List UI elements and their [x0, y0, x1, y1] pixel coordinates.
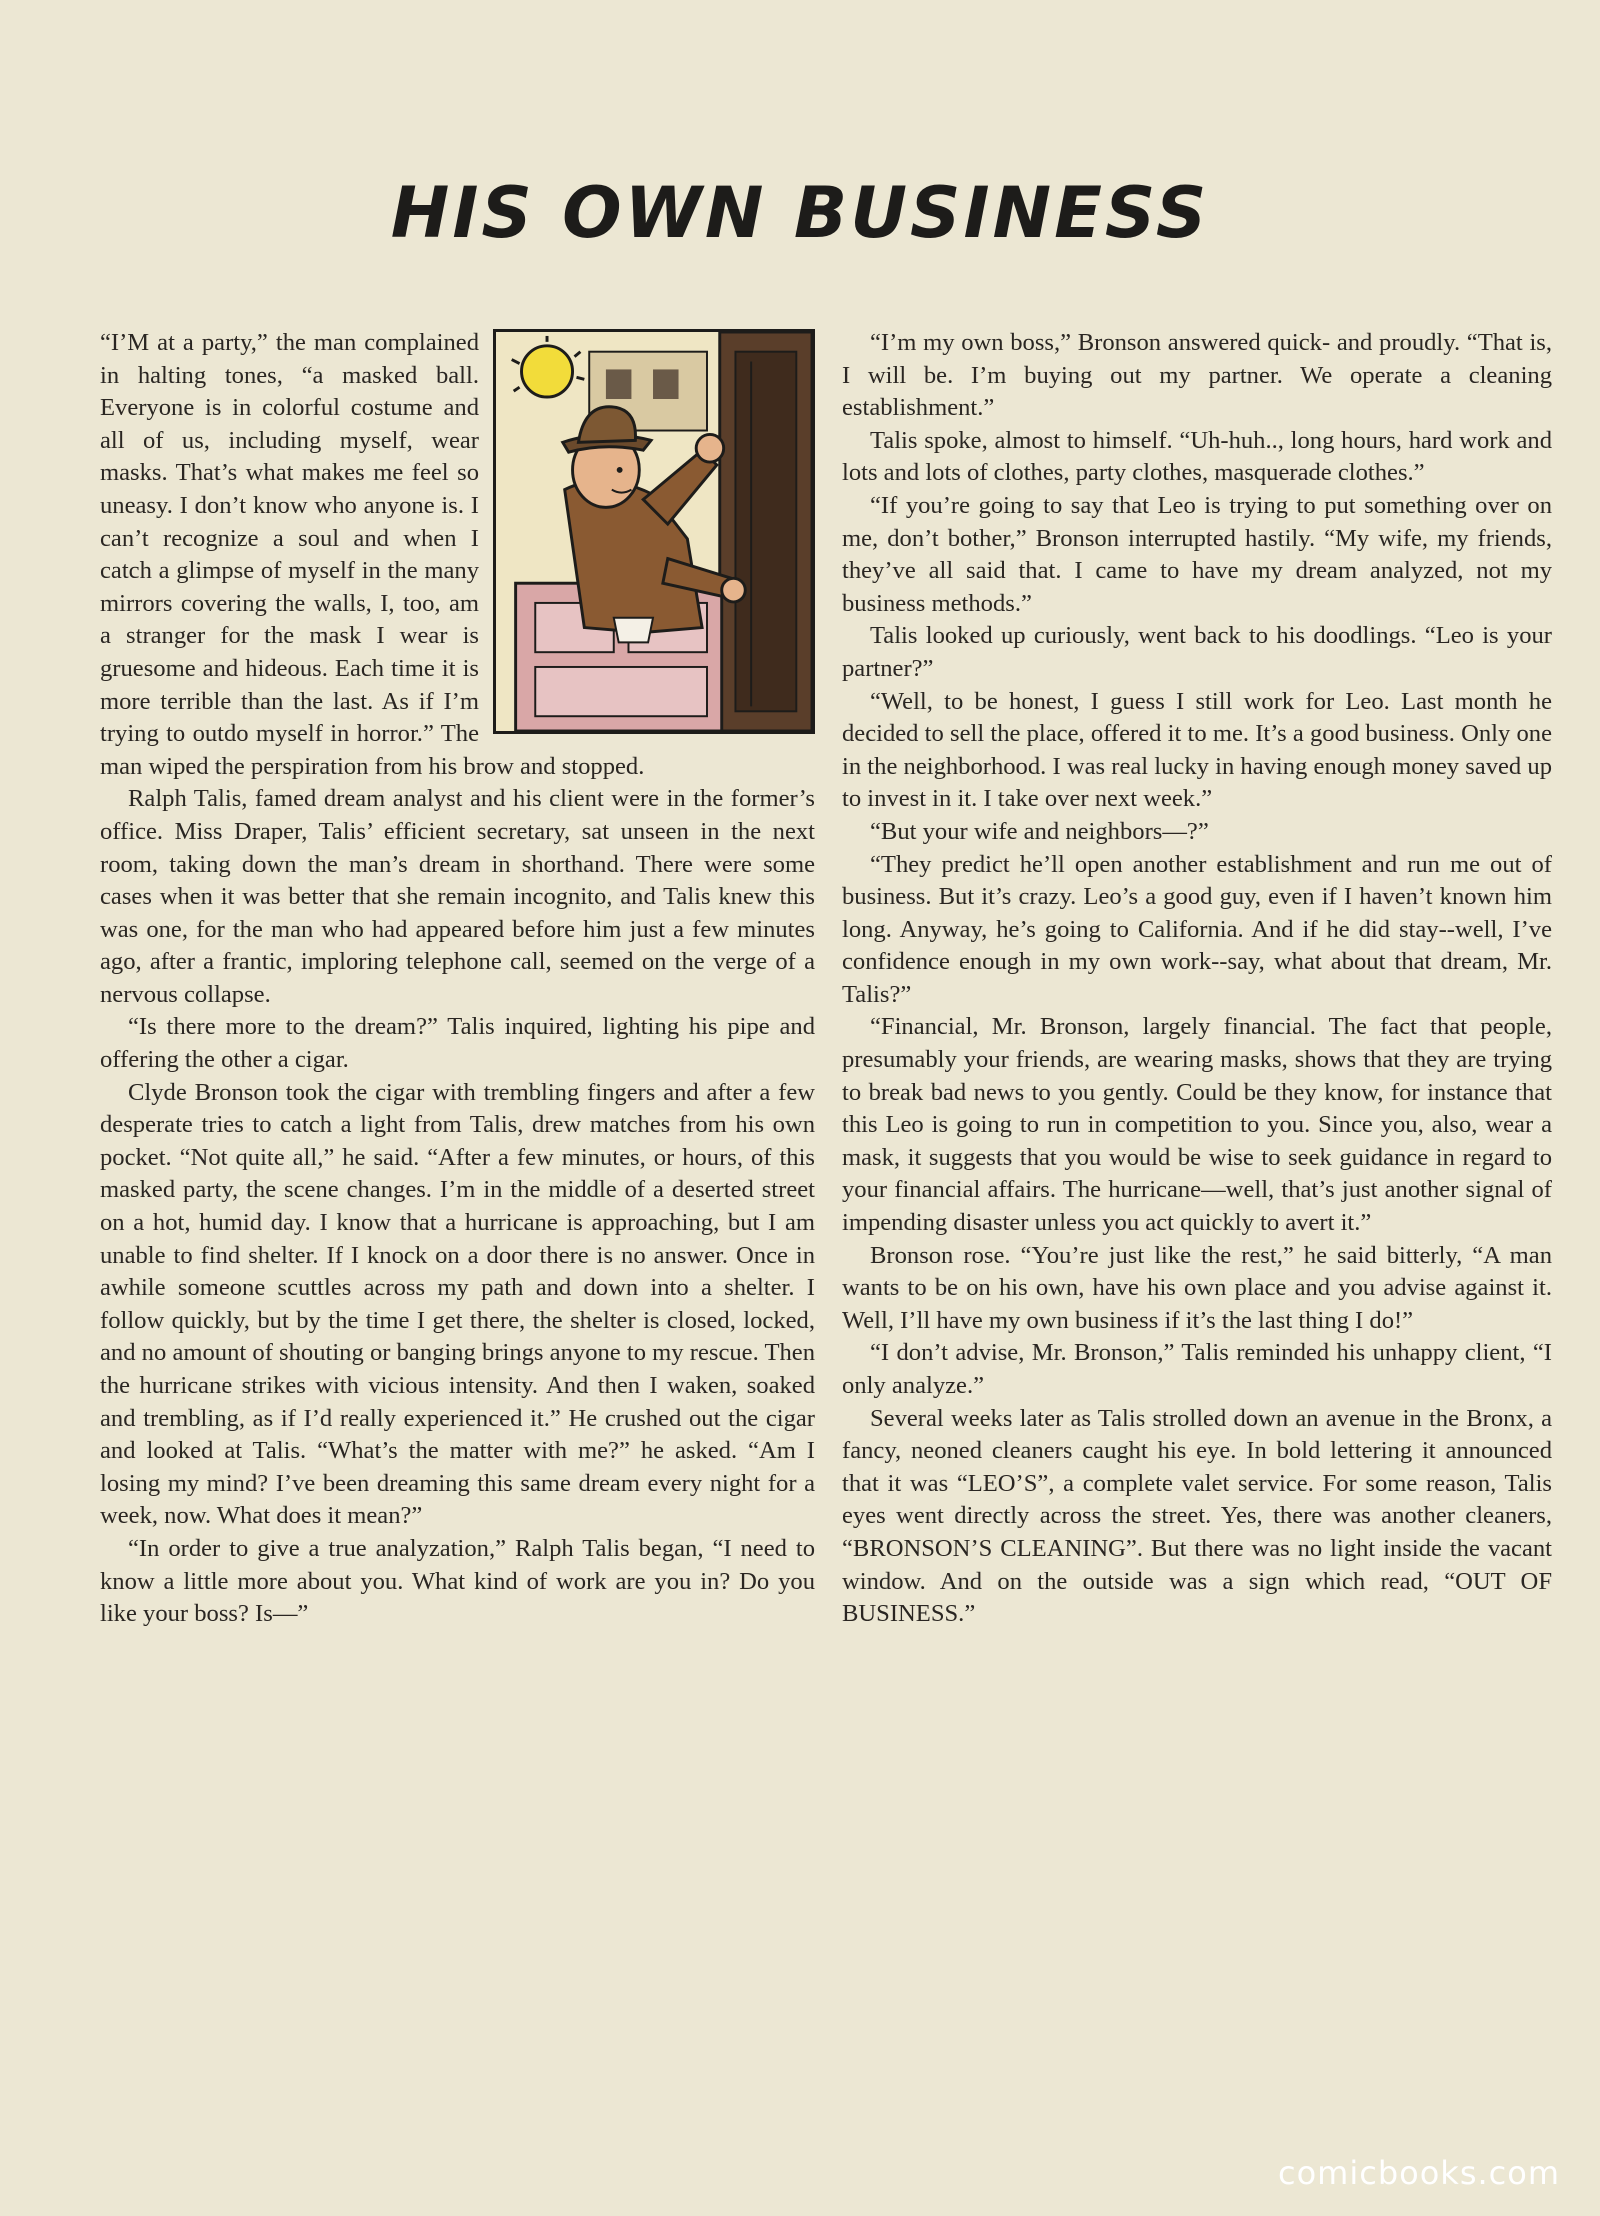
paragraph: “Financial, Mr. Bronson, largely financial. The fact that people, presumably your friends, are wearing masks, shows that they are trying to break bad news to you gently. Could be they know, for instance that this Leo is going to run in competition to you. Since you, also, wear a mask, it suggests that you would be wise to seek guidance in regard to your financial affairs. The hurricane—well, that’s just another signal of impending disaster unless you act quickly to avert it.”	[842, 1013, 1552, 1237]
right-text-column	[842, 327, 1552, 2107]
paragraph: Talis spoke, almost to himself. “Uh-huh.., long hours, hard work and lots and lots of clothes, party clothes, masquerade clothes.”	[842, 426, 1552, 487]
paragraph: “I don’t advise, Mr. Bronson,” Talis reminded his unhappy client, “I only analyze.”	[842, 1339, 1552, 1399]
paragraph: “Well, to be honest, I guess I still work for Leo. Last month he decided to sell the place, offered it to me. It’s a good business. Only one in the neighborhood. I was real lucky in having enough money saved up to invest in it. I take over next week.”	[842, 687, 1552, 813]
paragraph: “Is there more to the dream?” Talis inquired, lighting his pipe and offering the other a cigar.	[100, 1013, 815, 1074]
paragraph: Clyde Bronson took the cigar with trembling fingers and after a few desperate tries to catch a light from Talis, drew matches from his own pocket. “Not quite all,” he said. “After a few minutes, or hours, of this masked party, the scene changes. I’m in the middle of a deserted street on a hot, humid day. I know that a hurricane is approaching, but I am unable to find shelter. If I knock on a door there is no answer. Once in awhile someone scuttles across my path and down into a shelter. I follow quickly, but by the time I get there, the shelter is closed, locked, and no amount of shouting or banging brings anyone to my rescue. Then the hurricane strikes with vicious intensity. And then I waken, soaked and trembling, as if I’d really experienced it.” He crushed out the cigar and looked at Talis. “What’s the matter with me?” he asked. “Am I losing my mind? I’ve been dreaming this same dream every night for a week, now. What does it mean?”	[100, 1078, 815, 1530]
man-at-doorway-illustration	[493, 329, 815, 734]
story-title: HIS OWN BUSINESS	[390, 172, 1210, 254]
paragraph: “If you’re going to say that Leo is trying to put something over on me, don’t bother,” Bronson interrupted hastily. “My wife, my friends, they’ve all said that. I came to have my dream analyzed, not my business methods.”	[842, 491, 1552, 617]
paragraph: “They predict he’ll open another establishment and run me out of business. But it’s crazy. Leo’s a good guy, even if I haven’t known him long. Anyway, he’s going to California. And if he did stay--well, I’ve confidence enough in my own work--say, what about that dream, Mr. Talis?”	[842, 850, 1552, 1008]
paragraph: Several weeks later as Talis strolled down an avenue in the Bronx, a fancy, neoned cleaners caught his eye. In bold lettering it announced that it was “LEO’S”, a complete valet service. For some reason, Talis eyes went directly across the street. Yes, there was another cleaners, “BRONSON’S CLEANING”. But there was no light inside the vacant window. And on the outside was a sign which read, “OUT OF BUSINESS.”	[842, 1404, 1552, 1628]
left-text-column	[100, 327, 815, 2107]
paragraph: “I’M at a party,” the man complained in halting tones, “a masked ball. Everyone is in colorful costume and all of us, including myself, wear masks. That’s what makes me feel so uneasy. I don’t know who anyone is. I can’t recognize a soul and when I catch a glimpse of myself in the many mirrors covering the walls, I, too, am a stranger for the mask I wear is gruesome and hideous. Each time it is more terrible than the last. As if I’m trying to outdo myself in horror.” The man wiped the perspiration from his brow and stopped.	[100, 329, 645, 780]
paragraph: “In order to give a true analyzation,” Ralph Talis began, “I need to know a little more about you. What kind of work are you in? Do you like your boss? Is—”	[100, 1534, 815, 1628]
watermark: comicbooks.com	[1277, 2154, 1560, 2192]
paragraph: Talis looked up curiously, went back to his doodlings. “Leo is your partner?”	[842, 622, 1552, 682]
paragraph: Ralph Talis, famed dream analyst and his client were in the former’s office. Miss Draper, Talis’ efficient secretary, sat unseen in the next room, taking down the man’s dream in shorthand. There were some cases when it was better that she remain incognito, and Talis knew this was one, for the man who had appeared before him just a few minutes ago, after a frantic, imploring telephone call, seemed on the verge of a nervous collapse.	[100, 785, 815, 1008]
paragraph: “I’m my own boss,” Bronson answered quick- and proudly. “That is, I will be. I’m buying out my partner. We operate a cleaning establishment.”	[842, 329, 1552, 422]
paragraph: Bronson rose. “You’re just like the rest,” he said bitterly, “A man wants to be on his own, have his own place and you advise against it. Well, I’ll have my own business if it’s the last thing I do!”	[842, 1241, 1552, 1334]
paragraph: “But your wife and neighbors—?”	[870, 817, 1209, 845]
